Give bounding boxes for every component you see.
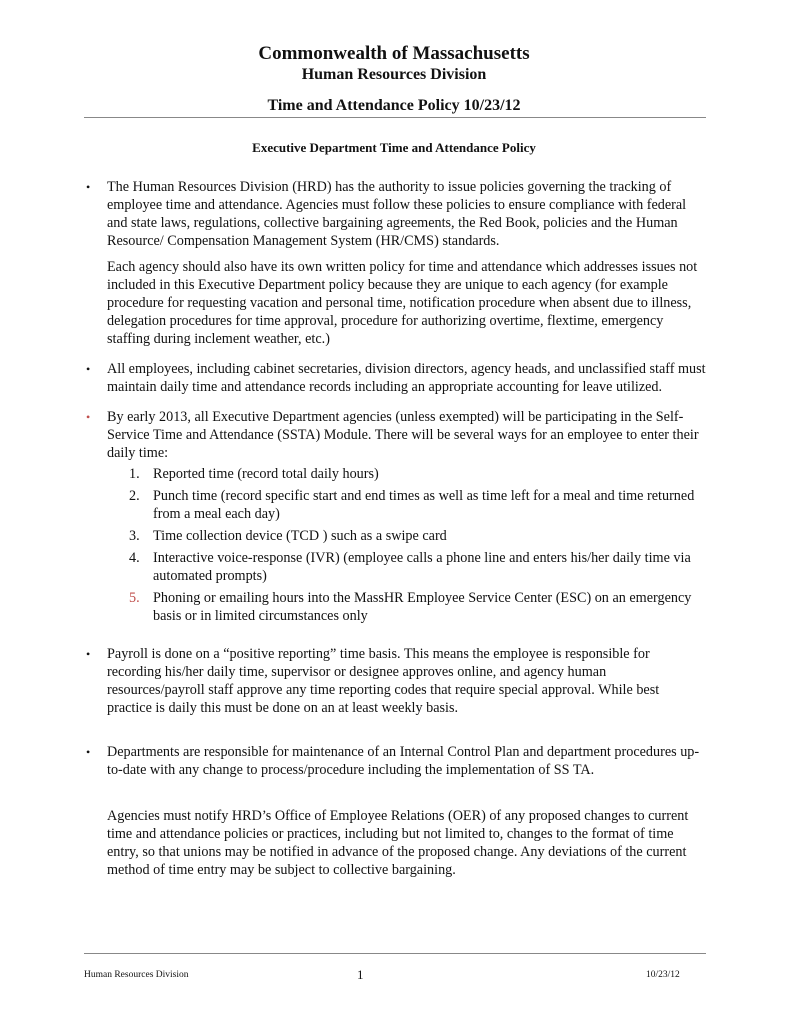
list-item-text: Time collection device (TCD ) such as a swipe card	[153, 528, 447, 544]
footer-date: 10/23/12	[646, 970, 680, 980]
org-title: Commonwealth of Massachusetts	[258, 43, 530, 64]
paragraph: By early 2013, all Executive Department agencies (unless exempted) will be participating in the Self-Service Time and Attendance (SSTA) Module. There will be several ways for an employee to enter their daily time:	[107, 409, 699, 461]
page-number: 1	[357, 967, 364, 982]
list-item	[84, 408, 706, 625]
list-item-text: Interactive voice-response (IVR) (employee calls a phone line and enters his/her daily time via automated prompts)	[153, 550, 691, 584]
paragraph: Departments are responsible for maintenance of an Internal Control Plan and department procedures up-to-date with any change to process/procedure including the implementation of SS TA.	[107, 744, 700, 778]
numbered-list-item	[129, 549, 706, 585]
bullet-icon: •	[86, 180, 91, 194]
numbered-list	[107, 465, 706, 625]
paragraph: Payroll is done on a “positive reporting” time basis. This means the employee is responsible for recording his/her daily time, supervisor or designee approves online, and agency human resources/payroll staff approve any time reporting codes that require special approval. While best practice is daily this must be done on an at least weekly basis.	[107, 646, 660, 716]
list-number: 2.	[129, 488, 140, 504]
paragraph: Each agency should also have its own written policy for time and attendance which addresses issues not included in this Executive Department policy because they are unique to each agency (for example procedure for requesting vacation and personal time, notification procedure when absent due to illness, delegation procedures for time approval, procedure for authorizing overtime, flextime, emergency staffing during inclement weather, etc.)	[107, 259, 698, 347]
footer-divider	[84, 953, 706, 954]
list-item-text: Punch time (record specific start and end times as well as time left for a meal and time returned from a meal each day)	[153, 488, 695, 522]
division-title: Human Resources Division	[301, 66, 487, 83]
numbered-list-item	[129, 589, 706, 625]
bullet-icon: •	[86, 745, 91, 759]
list-item	[84, 178, 706, 348]
list-number: 3.	[129, 528, 140, 544]
list-item	[84, 645, 706, 717]
policy-title: Time and Attendance Policy 10/23/12	[267, 97, 521, 114]
paragraph: The Human Resources Division (HRD) has the authority to issue policies governing the tracking of employee time and attendance. Agencies must follow these policies to ensure compliance with federal and state laws, regulations, collective bargaining agreements, the Red Book, policies and the Human Resource/ Compensation Management System (HR/CMS) standards.	[107, 179, 687, 249]
policy-body	[84, 178, 706, 879]
list-item-text: Reported time (record total daily hours)	[153, 466, 379, 482]
paragraph: Agencies must notify HRD’s Office of Employee Relations (OER) of any proposed changes to current time and attendance policies or practices, including but not limited to, changes to the format of time entry, so that unions may be notified in advance of the proposed change. Any deviations of the current method of time entry may be subject to collective bargaining.	[107, 808, 689, 878]
list-item	[84, 360, 706, 396]
section-heading: Executive Department Time and Attendance Policy	[252, 140, 536, 155]
numbered-list-item	[129, 465, 706, 483]
numbered-list-item	[129, 527, 706, 545]
list-number: 1.	[129, 466, 140, 482]
list-item	[84, 743, 706, 879]
list-item-text: Phoning or emailing hours into the MassHR Employee Service Center (ESC) on an emergency basis or in limited circumstances only	[153, 590, 692, 624]
list-number: 5.	[129, 590, 140, 606]
numbered-list-item	[129, 487, 706, 523]
header-divider	[84, 117, 706, 118]
bullet-icon: •	[86, 362, 91, 376]
bullet-icon: •	[86, 410, 91, 424]
paragraph: All employees, including cabinet secretaries, division directors, agency heads, and unclassified staff must maintain daily time and attendance records including an appropriate accounting for leave utilized.	[107, 361, 706, 395]
footer-division: Human Resources Division	[84, 970, 189, 980]
list-number: 4.	[129, 550, 140, 566]
bullet-icon: •	[86, 647, 91, 661]
